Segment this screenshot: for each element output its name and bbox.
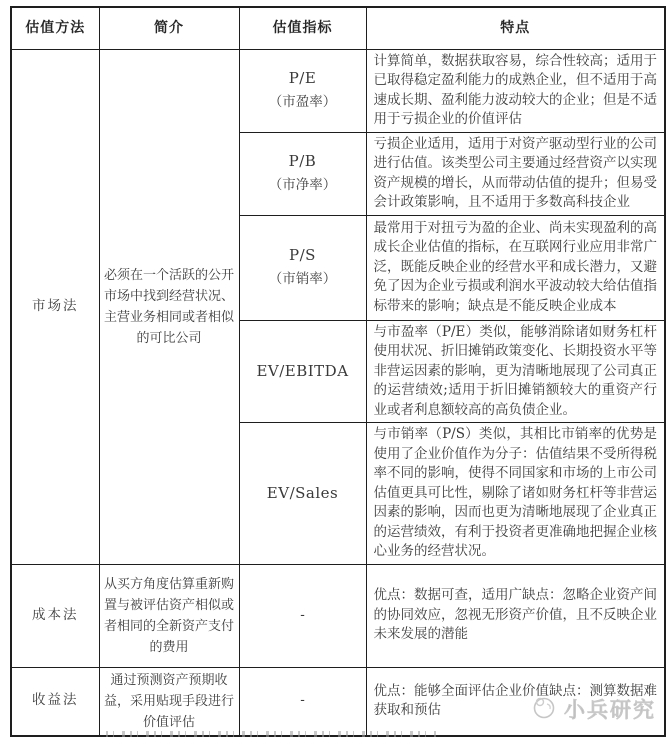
feature-cell-ev-sales: 与市销率（P/S）类似，其相比市销率的优势是使用了企业价值作为分子：估值结果不受所得税率不同的影响，使得不同国家和市场的上市公司估值更具可比性，剔除了诸如财务杠杆等非营运因素的影响，因而也更为清晰地展现了企业真正的运营绩效，有利于投资者更准确地把握企业核心业务的经营状况。 bbox=[366, 423, 665, 565]
watermark bbox=[531, 694, 656, 724]
indicator-cell-ev-ebitda bbox=[239, 320, 366, 423]
indicator-cell-pe bbox=[239, 49, 366, 132]
indicator-code-ps: P/S bbox=[289, 246, 316, 264]
valuation-methods-table bbox=[10, 6, 666, 737]
feature-cell-income: 优点：能够全面评估企业价值缺点：测算数据难获取和预估 bbox=[366, 667, 665, 736]
indicator-cell-income: - bbox=[239, 667, 366, 736]
xiaobing-research-logo-icon bbox=[531, 694, 557, 724]
header-features: 特点 bbox=[366, 7, 665, 49]
indicator-label-pb: （市净率） bbox=[268, 176, 337, 193]
intro-cell-market: 必须在一个活跃的公开市场中找到经营状况、主营业务相同或者相似的可比公司 bbox=[99, 49, 239, 564]
header-intro: 简介 bbox=[99, 7, 239, 49]
indicator-code-pb: P/B bbox=[288, 152, 317, 170]
header-valuation-method: 估值方法 bbox=[11, 7, 99, 49]
indicator-code-ev-ebitda: EV/EBITDA bbox=[256, 361, 349, 380]
indicator-label-ps: （市销率） bbox=[268, 270, 337, 287]
indicator-code-ev-sales: EV/Sales bbox=[266, 483, 339, 502]
method-cell-income: 收益法 bbox=[11, 667, 99, 736]
indicator-cell-ps bbox=[239, 215, 366, 320]
header-indicator: 估值指标 bbox=[239, 7, 366, 49]
feature-cell-pe: 计算简单，数据获取容易，综合性较高；适用于已取得稳定盈利能力的成熟企业，但不适用于高速成长期、盈利能力波动较大的企业；但是不适用于亏损企业的价值评估 bbox=[366, 49, 665, 132]
cutoff-caption-marks bbox=[106, 731, 436, 737]
feature-cell-ev-ebitda: 与市盈率（P/E）类似，能够消除诸如财务杠杆使用状况、折旧摊销政策变化、长期投资水平等非营运因素的影响，更为清晰地展现了公司真正的运营绩效;适用于折旧摊销额较大的重资产行业或者利息额较高的高负债企业。 bbox=[366, 320, 665, 423]
table-row-pe bbox=[11, 49, 665, 132]
feature-cell-pb: 亏损企业适用，适用于对资产驱动型行业的公司进行估值。该类型公司主要通过经营资产以实现资产规模的增长，从而带动估值的提升；但易受会计政策影响，且不适用于多数高科技企业 bbox=[366, 132, 665, 215]
method-cell-cost: 成本法 bbox=[11, 564, 99, 667]
indicator-cell-pb bbox=[239, 132, 366, 215]
table-row-cost bbox=[11, 564, 665, 667]
intro-cell-income: 通过预测资产预期收益，采用贴现手段进行价值评估 bbox=[99, 667, 239, 736]
indicator-label-pe: （市盈率） bbox=[268, 93, 337, 110]
method-cell-market: 市场法 bbox=[11, 49, 99, 564]
intro-cell-cost: 从买方角度估算重新购置与被评估资产相似或者相同的全新资产支付的费用 bbox=[99, 564, 239, 667]
table-header-row bbox=[11, 7, 665, 49]
indicator-cell-ev-sales bbox=[239, 423, 366, 565]
watermark-text: 小兵研究 bbox=[564, 697, 656, 722]
indicator-code-pe: P/E bbox=[288, 69, 317, 87]
feature-cell-ps: 最常用于对扭亏为盈的企业、尚未实现盈利的高成长企业估值的指标，在互联网行业应用非常广泛，既能反映企业的经营水平和成长潜力，又避免了因为企业亏损或利润水平波动较大给估值指标带来的影响；缺点是不能反映企业成本 bbox=[366, 215, 665, 320]
feature-cell-cost: 优点：数据可查，适用广缺点：忽略企业资产间的协同效应，忽视无形资产价值，且不反映企业未来发展的潜能 bbox=[366, 564, 665, 667]
indicator-cell-cost: - bbox=[239, 564, 366, 667]
